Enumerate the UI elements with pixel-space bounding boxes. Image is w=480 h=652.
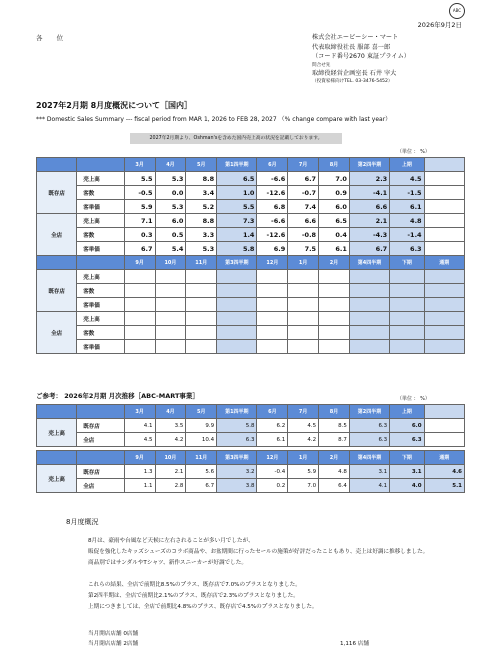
column-header: 下期 bbox=[390, 451, 424, 465]
data-cell-empty bbox=[288, 298, 319, 312]
column-header: 第1四半期 bbox=[217, 405, 257, 419]
column-header: 第2四半期 bbox=[349, 405, 389, 419]
column-header: 6月 bbox=[257, 158, 288, 172]
data-cell-empty bbox=[349, 284, 389, 298]
row-group-label: 既存店 bbox=[37, 172, 77, 214]
data-cell: 8.8 bbox=[186, 214, 217, 228]
data-cell: 4.2 bbox=[155, 433, 186, 447]
header-corner bbox=[77, 405, 124, 419]
contact-label: 問合せ先 bbox=[312, 62, 331, 68]
data-cell: 5.2 bbox=[186, 200, 217, 214]
data-cell-empty bbox=[288, 340, 319, 354]
data-cell: 0.2 bbox=[257, 479, 288, 493]
data-cell: 5.5 bbox=[217, 200, 257, 214]
header-blank bbox=[424, 405, 464, 419]
data-cell: 3.3 bbox=[186, 228, 217, 242]
data-cell: 1.1 bbox=[124, 479, 155, 493]
data-cell: 6.6 bbox=[349, 200, 389, 214]
column-header: 7月 bbox=[288, 158, 319, 172]
data-cell-empty bbox=[257, 270, 288, 284]
company-logo: ABC bbox=[449, 3, 465, 19]
data-cell-empty bbox=[257, 284, 288, 298]
data-cell-empty bbox=[319, 298, 350, 312]
monthly-summary-body bbox=[88, 536, 468, 613]
data-cell: 6.3 bbox=[349, 419, 389, 433]
table-row bbox=[37, 214, 465, 228]
column-header: 12月 bbox=[257, 451, 288, 465]
company-name: 株式会社エービーシー・マート bbox=[312, 34, 399, 41]
data-cell: 6.7 bbox=[349, 242, 389, 256]
contact-person: 取締役経営企画室長 石井 宰大 bbox=[312, 69, 397, 77]
data-cell: 6.4 bbox=[319, 479, 350, 493]
data-cell: 1.3 bbox=[124, 465, 155, 479]
data-cell: 6.3 bbox=[390, 242, 424, 256]
summary-line bbox=[88, 569, 468, 580]
column-header: 第3四半期 bbox=[217, 256, 257, 270]
row-label: 売上高 bbox=[77, 172, 124, 186]
column-header: 12月 bbox=[257, 256, 288, 270]
data-cell-empty bbox=[186, 326, 217, 340]
monthly-summary-title: 8月度概況 bbox=[66, 518, 99, 526]
data-cell-blank bbox=[424, 242, 464, 256]
data-cell-empty bbox=[186, 298, 217, 312]
data-cell: 6.0 bbox=[390, 419, 424, 433]
table-row-empty bbox=[37, 270, 465, 284]
data-cell: 8.8 bbox=[186, 172, 217, 186]
data-cell: 6.6 bbox=[288, 214, 319, 228]
data-cell-empty bbox=[217, 340, 257, 354]
column-header: 8月 bbox=[319, 405, 350, 419]
data-cell-empty bbox=[257, 312, 288, 326]
data-cell-empty bbox=[124, 298, 155, 312]
data-cell: -0.4 bbox=[257, 465, 288, 479]
header-blank bbox=[424, 158, 464, 172]
data-cell: -4.3 bbox=[349, 228, 389, 242]
data-cell: -0.5 bbox=[124, 186, 155, 200]
data-cell: -0.7 bbox=[288, 186, 319, 200]
column-header: 上期 bbox=[390, 158, 424, 172]
row-label: 売上高 bbox=[77, 214, 124, 228]
column-header: 1月 bbox=[288, 256, 319, 270]
row-label: 売上高 bbox=[77, 312, 124, 326]
data-cell-empty bbox=[424, 284, 464, 298]
store-total: 1,116 店舗 bbox=[340, 641, 369, 647]
data-cell: 5.3 bbox=[186, 242, 217, 256]
data-cell-empty bbox=[217, 284, 257, 298]
data-cell: 6.0 bbox=[319, 200, 350, 214]
data-cell: 0.5 bbox=[155, 228, 186, 242]
data-cell: 3.1 bbox=[390, 465, 424, 479]
header-row bbox=[37, 451, 465, 465]
page-title: 2027年2月期 8月度概況について［国内］ bbox=[36, 101, 193, 110]
header-row bbox=[37, 256, 465, 270]
data-cell: 7.0 bbox=[288, 479, 319, 493]
store-count bbox=[88, 629, 138, 649]
data-cell-empty bbox=[349, 340, 389, 354]
summary-line: 8月は、豪雨や台風など天候に左右されることが多い月でしたが、 bbox=[88, 538, 254, 544]
header-corner bbox=[77, 158, 124, 172]
table-row bbox=[37, 242, 465, 256]
row-label: 客単価 bbox=[77, 298, 124, 312]
table-row-empty bbox=[37, 284, 465, 298]
data-cell: 6.7 bbox=[186, 479, 217, 493]
data-cell-empty bbox=[424, 270, 464, 284]
column-header: 10月 bbox=[155, 256, 186, 270]
row-group-label: 全店 bbox=[37, 214, 77, 256]
data-cell: 7.4 bbox=[288, 200, 319, 214]
data-cell: 6.1 bbox=[390, 200, 424, 214]
row-label: 客数 bbox=[77, 228, 124, 242]
column-header: 5月 bbox=[186, 158, 217, 172]
data-cell: 2.3 bbox=[349, 172, 389, 186]
column-header: 第1四半期 bbox=[217, 158, 257, 172]
data-cell: 9.9 bbox=[186, 419, 217, 433]
company-info bbox=[312, 33, 410, 85]
data-cell-empty bbox=[349, 298, 389, 312]
data-cell: 5.9 bbox=[124, 200, 155, 214]
data-cell: 0.4 bbox=[319, 228, 350, 242]
data-cell-empty bbox=[186, 270, 217, 284]
row-label: 全店 bbox=[77, 433, 124, 447]
row-label: 客単価 bbox=[77, 242, 124, 256]
column-header: 7月 bbox=[288, 405, 319, 419]
data-cell: 7.0 bbox=[319, 172, 350, 186]
data-cell: 8.5 bbox=[319, 419, 350, 433]
column-header: 9月 bbox=[124, 451, 155, 465]
data-cell: -0.8 bbox=[288, 228, 319, 242]
column-header: 第4四半期 bbox=[349, 451, 389, 465]
column-header: 通期 bbox=[424, 256, 464, 270]
data-cell: 6.7 bbox=[124, 242, 155, 256]
data-cell-empty bbox=[124, 284, 155, 298]
data-cell-empty bbox=[349, 270, 389, 284]
data-cell-empty bbox=[319, 312, 350, 326]
table-row-empty bbox=[37, 340, 465, 354]
data-cell-empty bbox=[155, 270, 186, 284]
data-cell-empty bbox=[319, 270, 350, 284]
data-cell-empty bbox=[155, 312, 186, 326]
data-cell: 4.6 bbox=[424, 465, 464, 479]
column-header: 第2四半期 bbox=[349, 158, 389, 172]
table-row-empty bbox=[37, 312, 465, 326]
data-cell: 3.5 bbox=[155, 419, 186, 433]
summary-line: これらの結果、全店で前期比8.5%のプラス、既存店で7.0%のプラスとなりました。 bbox=[88, 582, 301, 588]
data-cell: 3.8 bbox=[217, 479, 257, 493]
data-cell-empty bbox=[124, 340, 155, 354]
row-label: 客数 bbox=[77, 326, 124, 340]
data-cell: 7.1 bbox=[124, 214, 155, 228]
column-header: 2月 bbox=[319, 256, 350, 270]
data-cell: 6.1 bbox=[257, 433, 288, 447]
row-label: 客単価 bbox=[77, 200, 124, 214]
data-cell: 5.8 bbox=[217, 242, 257, 256]
data-cell-empty bbox=[349, 312, 389, 326]
data-cell-empty bbox=[349, 326, 389, 340]
data-cell: 6.9 bbox=[257, 242, 288, 256]
data-cell-empty bbox=[257, 298, 288, 312]
data-cell: 4.8 bbox=[390, 214, 424, 228]
header-corner bbox=[37, 158, 77, 172]
data-cell-empty bbox=[124, 312, 155, 326]
row-label: 客単価 bbox=[77, 340, 124, 354]
column-header: 5月 bbox=[186, 405, 217, 419]
data-cell: 4.1 bbox=[124, 419, 155, 433]
data-cell-blank bbox=[424, 433, 464, 447]
table-row bbox=[37, 200, 465, 214]
data-cell-empty bbox=[124, 270, 155, 284]
data-cell-blank bbox=[424, 419, 464, 433]
column-header: 第3四半期 bbox=[217, 451, 257, 465]
column-header: 8月 bbox=[319, 158, 350, 172]
data-cell-empty bbox=[257, 340, 288, 354]
column-header: 10月 bbox=[155, 451, 186, 465]
data-cell: 2.8 bbox=[155, 479, 186, 493]
data-cell-empty bbox=[186, 312, 217, 326]
abc-mart-first-half-table bbox=[36, 404, 465, 447]
data-cell-blank bbox=[424, 228, 464, 242]
column-header: 6月 bbox=[257, 405, 288, 419]
row-label: 客数 bbox=[77, 284, 124, 298]
table-row bbox=[37, 186, 465, 200]
row-label: 既存店 bbox=[77, 419, 124, 433]
data-cell: 6.8 bbox=[257, 200, 288, 214]
data-cell: 6.7 bbox=[288, 172, 319, 186]
data-cell-empty bbox=[155, 326, 186, 340]
table-row bbox=[37, 433, 465, 447]
data-cell: 6.2 bbox=[257, 419, 288, 433]
data-cell-empty bbox=[217, 270, 257, 284]
data-cell: 5.3 bbox=[155, 172, 186, 186]
note-box: 2027年2月期より、Oshman'sを含めた国内売上高の状況を記載しております。 bbox=[130, 133, 342, 144]
data-cell: 3.4 bbox=[186, 186, 217, 200]
data-cell: -12.6 bbox=[257, 186, 288, 200]
data-cell: 5.8 bbox=[217, 419, 257, 433]
data-cell: 4.5 bbox=[124, 433, 155, 447]
data-cell-empty bbox=[288, 326, 319, 340]
data-cell: 4.8 bbox=[319, 465, 350, 479]
data-cell-empty bbox=[319, 326, 350, 340]
store-line: 当月開店店舗 0店舗 bbox=[88, 631, 139, 637]
data-cell-empty bbox=[424, 312, 464, 326]
row-label: 全店 bbox=[77, 479, 124, 493]
data-cell: 0.3 bbox=[124, 228, 155, 242]
data-cell-empty bbox=[288, 270, 319, 284]
data-cell: 8.7 bbox=[319, 433, 350, 447]
column-header: 上期 bbox=[390, 405, 424, 419]
row-label: 売上高 bbox=[77, 270, 124, 284]
data-cell-empty bbox=[390, 298, 424, 312]
table-row bbox=[37, 228, 465, 242]
header-corner bbox=[37, 256, 77, 270]
section2-title: ご参考： 2026年2月期 月次推移［ABC-MART事業］ bbox=[36, 392, 199, 400]
data-cell: 6.5 bbox=[319, 214, 350, 228]
data-cell-empty bbox=[390, 270, 424, 284]
summary-line: 第2四半期は、全店で前期比2.1%のプラス、既存店で2.3%のプラスとなりました。 bbox=[88, 593, 299, 599]
data-cell: 2.1 bbox=[155, 465, 186, 479]
summary-line: 上期につきましては、全店で前期比4.8%のプラス、既存店で4.5%のプラスとなりました。 bbox=[88, 604, 318, 610]
data-cell: 6.1 bbox=[319, 242, 350, 256]
header-corner bbox=[77, 451, 124, 465]
data-cell: 6.3 bbox=[217, 433, 257, 447]
column-header: 下期 bbox=[390, 256, 424, 270]
data-cell: 5.6 bbox=[186, 465, 217, 479]
table-row bbox=[37, 419, 465, 433]
header-row bbox=[37, 158, 465, 172]
column-header: 通期 bbox=[424, 451, 464, 465]
data-cell-empty bbox=[424, 340, 464, 354]
data-cell-empty bbox=[155, 284, 186, 298]
data-cell: -6.6 bbox=[257, 214, 288, 228]
header-corner bbox=[37, 451, 77, 465]
data-cell: 6.5 bbox=[217, 172, 257, 186]
column-header: 9月 bbox=[124, 256, 155, 270]
data-cell: 5.1 bbox=[424, 479, 464, 493]
unit-label-2: （単位 ： %） bbox=[397, 396, 430, 402]
table-row bbox=[37, 479, 465, 493]
data-cell-empty bbox=[390, 312, 424, 326]
data-cell-empty bbox=[155, 340, 186, 354]
data-cell-blank bbox=[424, 172, 464, 186]
data-cell: 4.0 bbox=[390, 479, 424, 493]
data-cell-empty bbox=[424, 298, 464, 312]
column-header: 4月 bbox=[155, 158, 186, 172]
data-cell: 2.1 bbox=[349, 214, 389, 228]
data-cell-empty bbox=[186, 284, 217, 298]
data-cell: -6.6 bbox=[257, 172, 288, 186]
column-header: 1月 bbox=[288, 451, 319, 465]
data-cell-empty bbox=[257, 326, 288, 340]
data-cell: 6.0 bbox=[155, 214, 186, 228]
header-corner bbox=[77, 256, 124, 270]
domestic-sales-table bbox=[36, 157, 465, 354]
data-cell-empty bbox=[288, 284, 319, 298]
table-row-empty bbox=[37, 298, 465, 312]
data-cell: 3.2 bbox=[217, 465, 257, 479]
data-cell: 5.5 bbox=[124, 172, 155, 186]
row-label: 既存店 bbox=[77, 465, 124, 479]
data-cell: 3.1 bbox=[349, 465, 389, 479]
data-cell-empty bbox=[319, 340, 350, 354]
data-cell: 5.3 bbox=[155, 200, 186, 214]
data-cell: 4.2 bbox=[288, 433, 319, 447]
column-header: 4月 bbox=[155, 405, 186, 419]
data-cell: 7.5 bbox=[288, 242, 319, 256]
header-row bbox=[37, 405, 465, 419]
data-cell: 1.4 bbox=[217, 228, 257, 242]
data-cell-empty bbox=[186, 340, 217, 354]
data-cell-empty bbox=[217, 312, 257, 326]
data-cell: -1.5 bbox=[390, 186, 424, 200]
row-group-label: 売上高 bbox=[37, 419, 77, 447]
data-cell: 0.0 bbox=[155, 186, 186, 200]
data-cell-empty bbox=[155, 298, 186, 312]
data-cell: 4.5 bbox=[288, 419, 319, 433]
row-label: 客数 bbox=[77, 186, 124, 200]
data-cell-empty bbox=[390, 284, 424, 298]
data-cell-empty bbox=[390, 340, 424, 354]
row-group-label: 全店 bbox=[37, 312, 77, 354]
summary-line: 販促を強化したキッズシューズのコラボ商品や、お盆期間に行ったセールの施策が好評だったこともあり、売上は好調に推移しました。 bbox=[88, 549, 429, 555]
data-cell: 5.9 bbox=[288, 465, 319, 479]
data-cell-empty bbox=[288, 312, 319, 326]
data-cell-empty bbox=[217, 298, 257, 312]
data-cell: -1.4 bbox=[390, 228, 424, 242]
data-cell: 6.3 bbox=[390, 433, 424, 447]
data-cell: -12.6 bbox=[257, 228, 288, 242]
table-row bbox=[37, 465, 465, 479]
column-header: 2月 bbox=[319, 451, 350, 465]
data-cell: 10.4 bbox=[186, 433, 217, 447]
unit-label: （単位 ： %） bbox=[397, 149, 430, 155]
store-line: 当月閉店店舗 2店舗 bbox=[88, 641, 139, 647]
data-cell-blank bbox=[424, 214, 464, 228]
data-cell-empty bbox=[319, 284, 350, 298]
data-cell-blank bbox=[424, 186, 464, 200]
addressee: 各 位 bbox=[36, 34, 70, 42]
column-header: 第4四半期 bbox=[349, 256, 389, 270]
summary-line: 商品別ではサンダルやTシャツ、新作スニーカーが好調でした。 bbox=[88, 560, 247, 566]
column-header: 11月 bbox=[186, 451, 217, 465]
data-cell-empty bbox=[217, 326, 257, 340]
table-row bbox=[37, 172, 465, 186]
column-header: 3月 bbox=[124, 158, 155, 172]
row-group-label: 売上高 bbox=[37, 465, 77, 493]
data-cell: -4.1 bbox=[349, 186, 389, 200]
data-cell: 7.3 bbox=[217, 214, 257, 228]
header-corner bbox=[37, 405, 77, 419]
row-group-label: 既存店 bbox=[37, 270, 77, 312]
company-representative: 代表取締役社長 服部 喜一郎 bbox=[312, 43, 391, 51]
abc-mart-second-half-table bbox=[36, 450, 465, 493]
data-cell-empty bbox=[124, 326, 155, 340]
data-cell: 6.3 bbox=[349, 433, 389, 447]
table-row-empty bbox=[37, 326, 465, 340]
data-cell: 0.9 bbox=[319, 186, 350, 200]
column-header: 11月 bbox=[186, 256, 217, 270]
data-cell: 1.0 bbox=[217, 186, 257, 200]
data-cell: 4.5 bbox=[390, 172, 424, 186]
data-cell-empty bbox=[390, 326, 424, 340]
data-cell-empty bbox=[424, 326, 464, 340]
contact-tel: （投資家様向けTEL. 03-3476-5452） bbox=[312, 79, 393, 84]
column-header: 3月 bbox=[124, 405, 155, 419]
report-date: 2026年9月2日 bbox=[417, 21, 462, 29]
page-subtitle: *** Domestic Sales Summary --- fiscal period from MAR 1, 2026 to FEB 28, 2027 （% change compare with last year） bbox=[36, 116, 392, 123]
data-cell: 5.4 bbox=[155, 242, 186, 256]
data-cell: 4.1 bbox=[349, 479, 389, 493]
company-code: （コード番号2670 東証プライム） bbox=[312, 53, 410, 60]
data-cell-blank bbox=[424, 200, 464, 214]
